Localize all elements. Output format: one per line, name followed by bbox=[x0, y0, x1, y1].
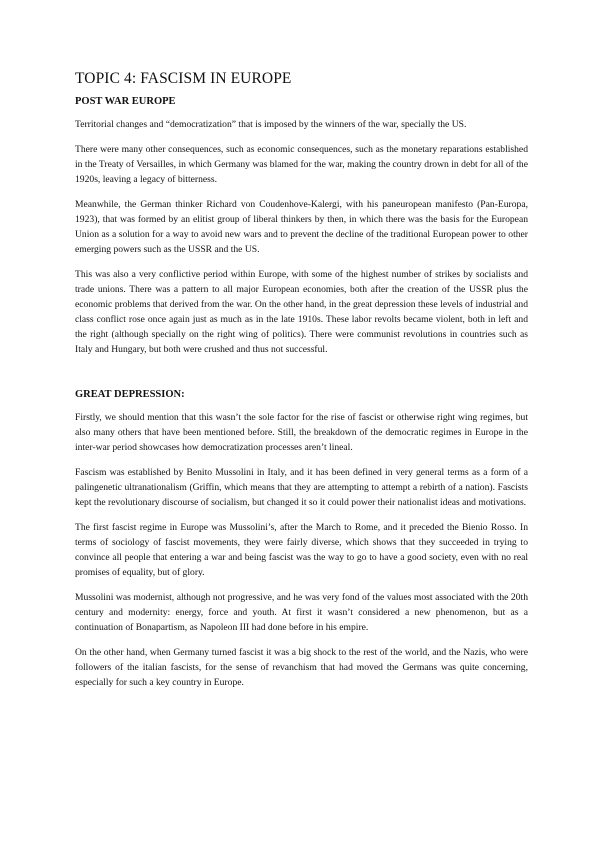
paragraph: Mussolini was modernist, although not progressive, and he was very fond of the values most associated with the 20th century and modernity: energy, force and youth. At first it wasn’t considered a new phenomenon, but as a continuation of Bonapartism, as Napoleon III had done before in his empire. bbox=[75, 592, 528, 633]
document-title: TOPIC 4: FASCISM IN EUROPE bbox=[75, 70, 292, 87]
paragraph: There were many other consequences, such as economic consequences, such as the monetary reparations established in the Treaty of Versailles, in which Germany was blamed for the war, making the country drown in debt for all of the 1920s, leaving a legacy of bitterness. bbox=[75, 144, 528, 185]
paragraph: The first fascist regime in Europe was Mussolini’s, after the March to Rome, and it preceded the Bienio Rosso. In terms of sociology of fascist movements, they were fairly diverse, which shows that they succeeded in trying to convince all people that entering a war and being fascist was the way to go to have a good society, even with no real promises of equality, but of glory. bbox=[75, 522, 528, 578]
paragraph: Fascism was established by Benito Mussolini in Italy, and it has been defined in very general terms as a form of a palingenetic ultranationalism (Griffin, which means that they are attempting to attempt a rebirth of a nation). Fascists kept the revolutionary discourse of socialism, but changed it so it could power their nationalist ideas and motivations. bbox=[75, 467, 528, 508]
section-great-depression bbox=[75, 389, 528, 690]
paragraph: On the other hand, when Germany turned fascist it was a big shock to the rest of the world, and the Nazis, who were followers of the italian fascists, for the sense of revanchism that had moved the Germans was quite concerning, especially for such a key country in Europe. bbox=[75, 647, 528, 688]
section-spacer bbox=[75, 367, 528, 389]
section-post-war-europe bbox=[75, 96, 528, 357]
section-heading: GREAT DEPRESSION: bbox=[75, 389, 185, 400]
paragraph: Firstly, we should mention that this wasn’t the sole factor for the rise of fascist or otherwise right wing regimes, but also many others that have been mentioned before. Still, the breakdown of the democratic regimes in Europe in the inter-war period showcases how democratization processes aren’t lineal. bbox=[75, 412, 528, 453]
paragraph: Territorial changes and “democratization” that is imposed by the winners of the war, specially the US. bbox=[75, 119, 467, 130]
paragraph: This was also a very conflictive period within Europe, with some of the highest number of strikes by socialists and trade unions. There was a pattern to all major European economies, both after the creation of the USSR plus the economic problems that derived from the war. On the other hand, in the great depression these levels of industrial and class conflict rose once again just as much as in the late 1910s. These labor revolts became violent, both in left and the right (although specially on the right wing of politics). There were communist revolutions in countries such as Italy and Hungary, but both were crushed and thus not successful. bbox=[75, 269, 528, 355]
paragraph: Meanwhile, the German thinker Richard von Coudenhove-Kalergi, with his paneuropean manifesto (Pan-Europa, 1923), that was formed by an elitist group of liberal thinkers by then, in which there was the basis for the European Union as a solution for a way to avoid new wars and to prevent the decline of the traditional European power to other emerging powers such as the USSR and the US. bbox=[75, 199, 528, 255]
section-heading: POST WAR EUROPE bbox=[75, 96, 176, 107]
